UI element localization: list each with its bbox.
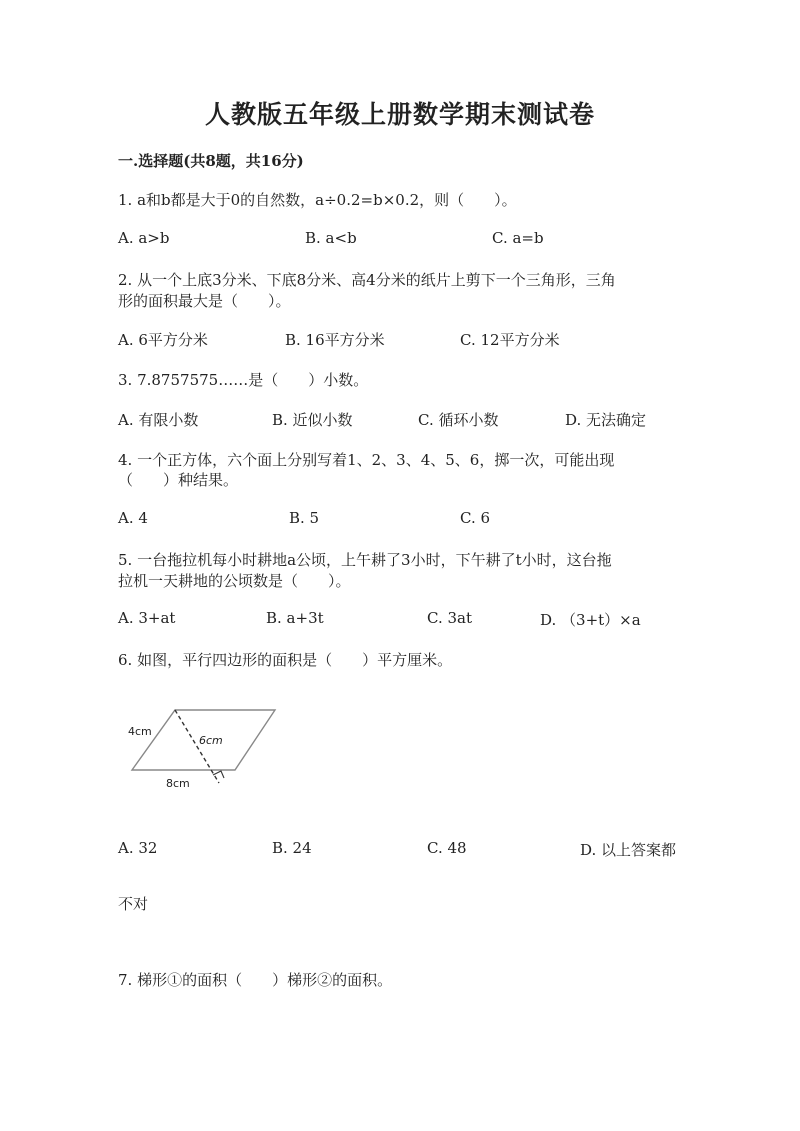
question-3-stem: 3. 7.8757575……是（ ）小数。 <box>118 371 369 389</box>
question-4-option-a: A. 4 <box>118 509 148 527</box>
question-5-option-d: D. （3+t）×a <box>540 611 641 629</box>
question-6-stem: 6. 如图，平行四边形的面积是（ ）平方厘米。 <box>118 651 453 669</box>
question-3-option-d: D. 无法确定 <box>565 411 647 429</box>
question-2-stem-line-2: 形的面积最大是（ ）。 <box>118 292 291 310</box>
question-6-option-b: B. 24 <box>272 839 312 857</box>
parallelogram-figure <box>120 698 290 802</box>
question-6-option-d: D. 以上答案都 <box>580 841 677 859</box>
label-8cm: 8cm <box>166 777 190 790</box>
question-1-option-a: A. a>b <box>118 229 170 247</box>
question-2-option-a: A. 6平方分米 <box>118 331 208 349</box>
question-6-option-d-continued: 不对 <box>118 895 149 913</box>
question-4-option-c: C. 6 <box>460 509 491 527</box>
question-3-option-c: C. 循环小数 <box>418 411 499 429</box>
label-4cm: 4cm <box>128 725 152 738</box>
question-7-stem: 7. 梯形①的面积（ ）梯形②的面积。 <box>118 971 393 989</box>
question-2-option-b: B. 16平方分米 <box>285 331 385 349</box>
question-1-option-b: B. a<b <box>305 229 357 247</box>
question-4-option-b: B. 5 <box>289 509 320 527</box>
question-5-stem-line-1: 5. 一台拖拉机每小时耕地a公顷，上午耕了3小时，下午耕了t小时，这台拖 <box>118 551 612 569</box>
question-3-option-b: B. 近似小数 <box>272 411 353 429</box>
question-3-option-a: A. 有限小数 <box>118 411 199 429</box>
question-6-option-c: C. 48 <box>427 839 467 857</box>
question-5-option-c: C. 3at <box>427 609 472 627</box>
question-5-option-a: A. 3+at <box>118 609 176 627</box>
question-2-stem-line-1: 2. 从一个上底3分米、下底8分米、高4分米的纸片上剪下一个三角形，三角 <box>118 271 616 289</box>
question-1-stem: 1. a和b都是大于0的自然数，a÷0.2=b×0.2，则（ ）。 <box>118 191 517 209</box>
question-5-stem-line-2: 拉机一天耕地的公顷数是（ ）。 <box>118 572 351 590</box>
question-4-stem-line-1: 4. 一个正方体，六个面上分别写着1、2、3、4、5、6，掷一次，可能出现 <box>118 451 615 469</box>
question-5-option-b: B. a+3t <box>266 609 324 627</box>
label-6cm: 6cm <box>199 734 223 747</box>
question-6-option-a: A. 32 <box>118 839 158 857</box>
page-title: 人教版五年级上册数学期末测试卷 <box>204 100 595 129</box>
question-2-option-c: C. 12平方分米 <box>460 331 560 349</box>
question-4-stem-line-2: （ ）种结果。 <box>118 471 239 489</box>
section-heading: 一.选择题(共8题，共16分) <box>118 152 304 170</box>
question-1-option-c: C. a=b <box>492 229 544 247</box>
